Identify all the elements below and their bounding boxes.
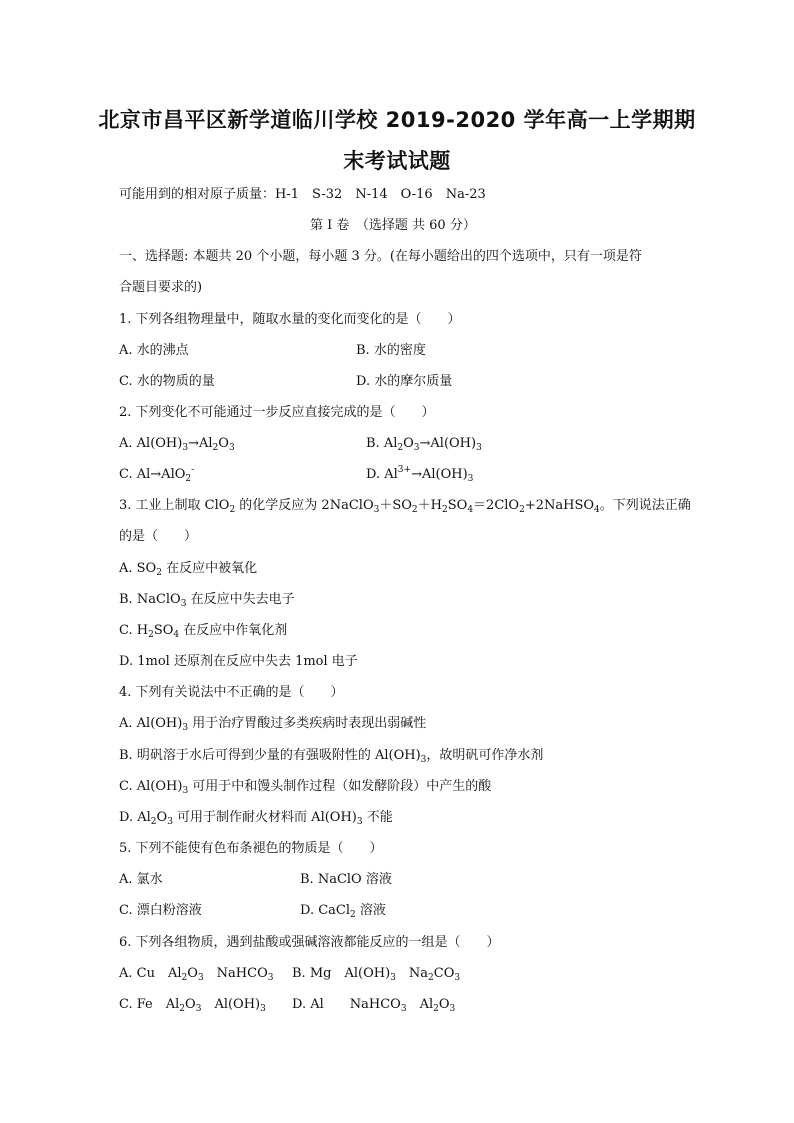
question-3-option-b: B. NaClO$_3$ 在反应中失去电子 [119,592,295,609]
section-title: 第 I 卷 （选择题 共 60 分） [310,218,476,233]
exam-title-line-2: 末考试试题 [343,149,451,173]
question-4-option-d: D. $Al_2O_3$ 可用于制作耐火材料而 $Al(OH)_3$ 不能 [119,810,393,827]
question-1-option-c: C. 水的物质的量 [119,374,215,389]
question-1-option-a: A. 水的沸点 [119,343,189,358]
question-6-option-c: C. Fe $Al_2O_3$ $Al(OH)_3$ [119,997,266,1014]
question-6-option-a: A. Cu $Al_2O_3$ NaHCO$_3$ [119,966,274,983]
question-3-option-a: A. $SO_2$ 在反应中被氧化 [119,561,258,578]
question-4-option-a: A. $Al(OH)_3$ 用于治疗胃酸过多类疾病时表现出弱碱性 [119,716,427,733]
question-6-stem: 6. 下列各组物质，遇到盐酸或强碱溶液都能反应的一组是（ ） [119,935,500,950]
question-4-option-b: B. 明矾溶于水后可得到少量的有强吸附性的 $Al(OH)_3$，故明矾可作净水剂 [119,748,544,765]
question-6-option-d: D. Al NaHCO$_3$ $Al_2O_3$ [292,997,456,1014]
instructions-line-2: 合题目要求的) [119,280,203,295]
question-2-option-a: A. $Al(OH)_3\to Al_2O_3$ [119,436,235,453]
question-1-option-b: B. 水的密度 [356,343,426,358]
question-4-option-c: C. $Al(OH)_3$ 可用于中和馒头制作过程（如发酵阶段）中产生的酸 [119,779,492,796]
question-5-option-a: A. 氯水 [119,872,163,887]
question-3-option-d: D. 1mol 还原剂在反应中失去 1mol 电子 [119,654,358,669]
exam-title-line-1: 北京市昌平区新学道临川学校 2019-2020 学年高一上学期期 [98,108,696,132]
question-5-option-d: D. CaCl$_2$ 溶液 [300,903,386,920]
question-3-stem-line-1: 3. 工业上制取 ClO$_2$ 的化学反应为 $2NaClO_3+SO_2+H_2SO_4=2ClO_2+2NaHSO_4$。下列说法正确 [119,498,691,515]
question-5-option-b: B. NaClO 溶液 [300,872,392,887]
question-5-stem: 5. 下列不能使有色布条褪色的物质是（ ） [119,841,383,856]
question-5-option-c: C. 漂白粉溶液 [119,903,202,918]
question-2-option-b: B. $Al_2O_3\to Al(OH)_3$ [366,436,482,453]
question-1-option-d: D. 水的摩尔质量 [356,374,453,389]
question-3-stem-line-2: 的是（ ） [119,529,198,544]
question-2-option-d: D. $Al^{3+}\to Al(OH)_3$ [366,465,474,484]
question-3-option-c: C. $H_2SO_4$ 在反应中作氧化剂 [119,623,288,640]
question-1-stem: 1. 下列各组物理量中，随取水量的变化而变化的是（ ） [119,312,461,327]
question-6-option-b: B. Mg $Al(OH)_3$ $Na_2CO_3$ [292,966,461,983]
instructions-line-1: 一、选择题: 本题共 20 个小题，每小题 3 分。(在每小题给出的四个选项中，只有一项是符 [119,249,642,264]
question-4-stem: 4. 下列有关说法中不正确的是（ ） [119,685,344,700]
question-2-stem: 2. 下列变化不可能通过一步反应直接完成的是（ ） [119,405,435,420]
question-2-option-c: C. Al→AlO$_2$- [119,465,195,484]
atomic-mass-note: 可能用到的相对原子质量：H-1 S-32 N-14 O-16 Na-23 [119,187,486,202]
